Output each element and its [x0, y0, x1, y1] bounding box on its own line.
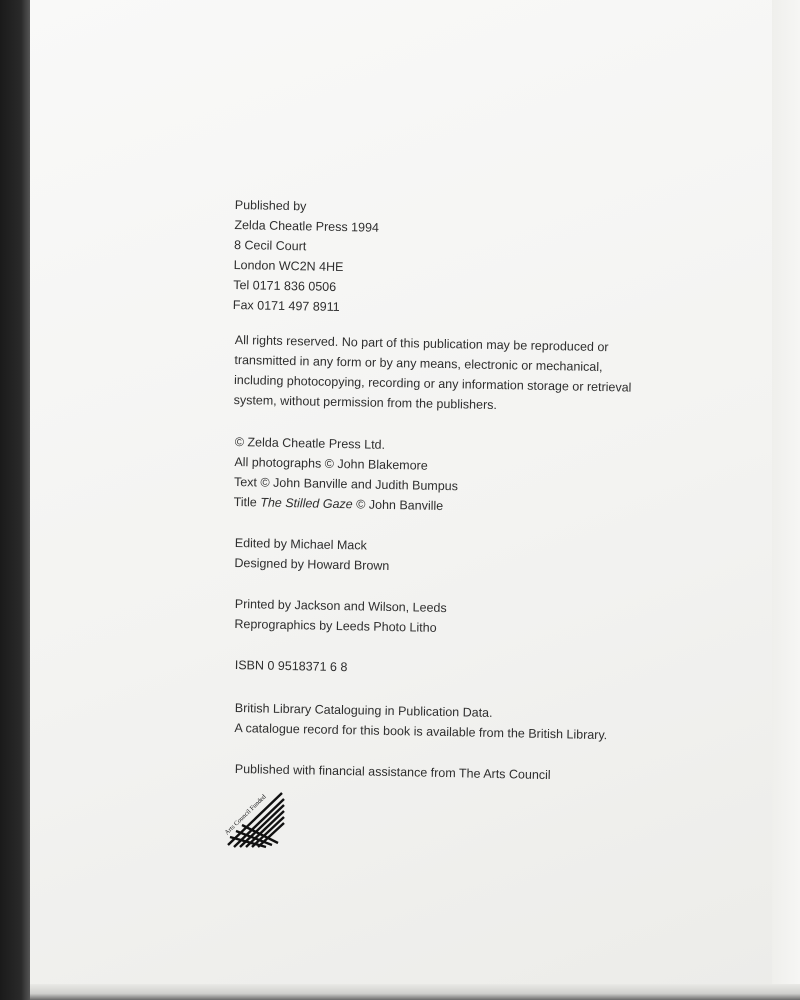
rights-line: system, without permission from the publishers. [233, 392, 498, 413]
publisher-line: Zelda Cheatle Press 1994 [234, 217, 380, 235]
rights-line: All rights reserved. No part of this publication may be reproduced or [234, 332, 609, 355]
printed-by: Printed by Jackson and Wilson, Leeds [234, 596, 447, 616]
editor-credits [234, 533, 390, 576]
cataloguing-data [234, 698, 608, 745]
title-prefix: Title [233, 494, 261, 510]
publisher-line: 8 Cecil Court [233, 237, 307, 254]
rights-line: transmitted in any form or by any means, electronic or mechanical, [234, 352, 603, 375]
cip-line: British Library Cataloguing in Publication Data. [234, 700, 493, 720]
rights-line: including photocopying, recording or any information storage or retrieval [233, 372, 632, 395]
isbn-block [235, 655, 348, 677]
rights-notice [233, 330, 632, 418]
publisher-line: Published by [234, 197, 307, 214]
page-right-margin [772, 0, 800, 1000]
copyright-credits [233, 432, 458, 516]
photographs-credit: All photographs © John Blakemore [234, 454, 428, 473]
text-credit: Text © John Banville and Judith Bumpus [233, 474, 459, 494]
isbn: ISBN 0 9518371 6 8 [234, 657, 348, 675]
page-bottom-edge [30, 984, 800, 1000]
publisher-block [233, 195, 380, 318]
book-title: The Stilled Gaze [260, 495, 353, 512]
copyright-line: © Zelda Cheatle Press Ltd. [234, 434, 386, 452]
title-suffix: © John Banville [352, 497, 444, 514]
logo-text: Arts Council Funded [223, 793, 268, 837]
book-binding-edge [0, 0, 30, 1000]
publisher-line: London WC2N 4HE [233, 257, 344, 275]
financial-assistance: Published with financial assistance from The Arts Council [234, 761, 551, 783]
title-credit [233, 492, 457, 516]
cip-line: A catalogue record for this book is available from the British Library. [234, 720, 608, 743]
reprographics-by: Reprographics by Leeds Photo Litho [234, 616, 437, 635]
print-credits [234, 594, 447, 638]
publisher-line: Fax 0171 497 8911 [232, 297, 340, 315]
designed-by: Designed by Howard Brown [234, 555, 390, 573]
publisher-line: Tel 0171 836 0506 [233, 277, 337, 294]
arts-council-funded-logo-icon [222, 785, 288, 851]
edited-by: Edited by Michael Mack [234, 535, 367, 553]
